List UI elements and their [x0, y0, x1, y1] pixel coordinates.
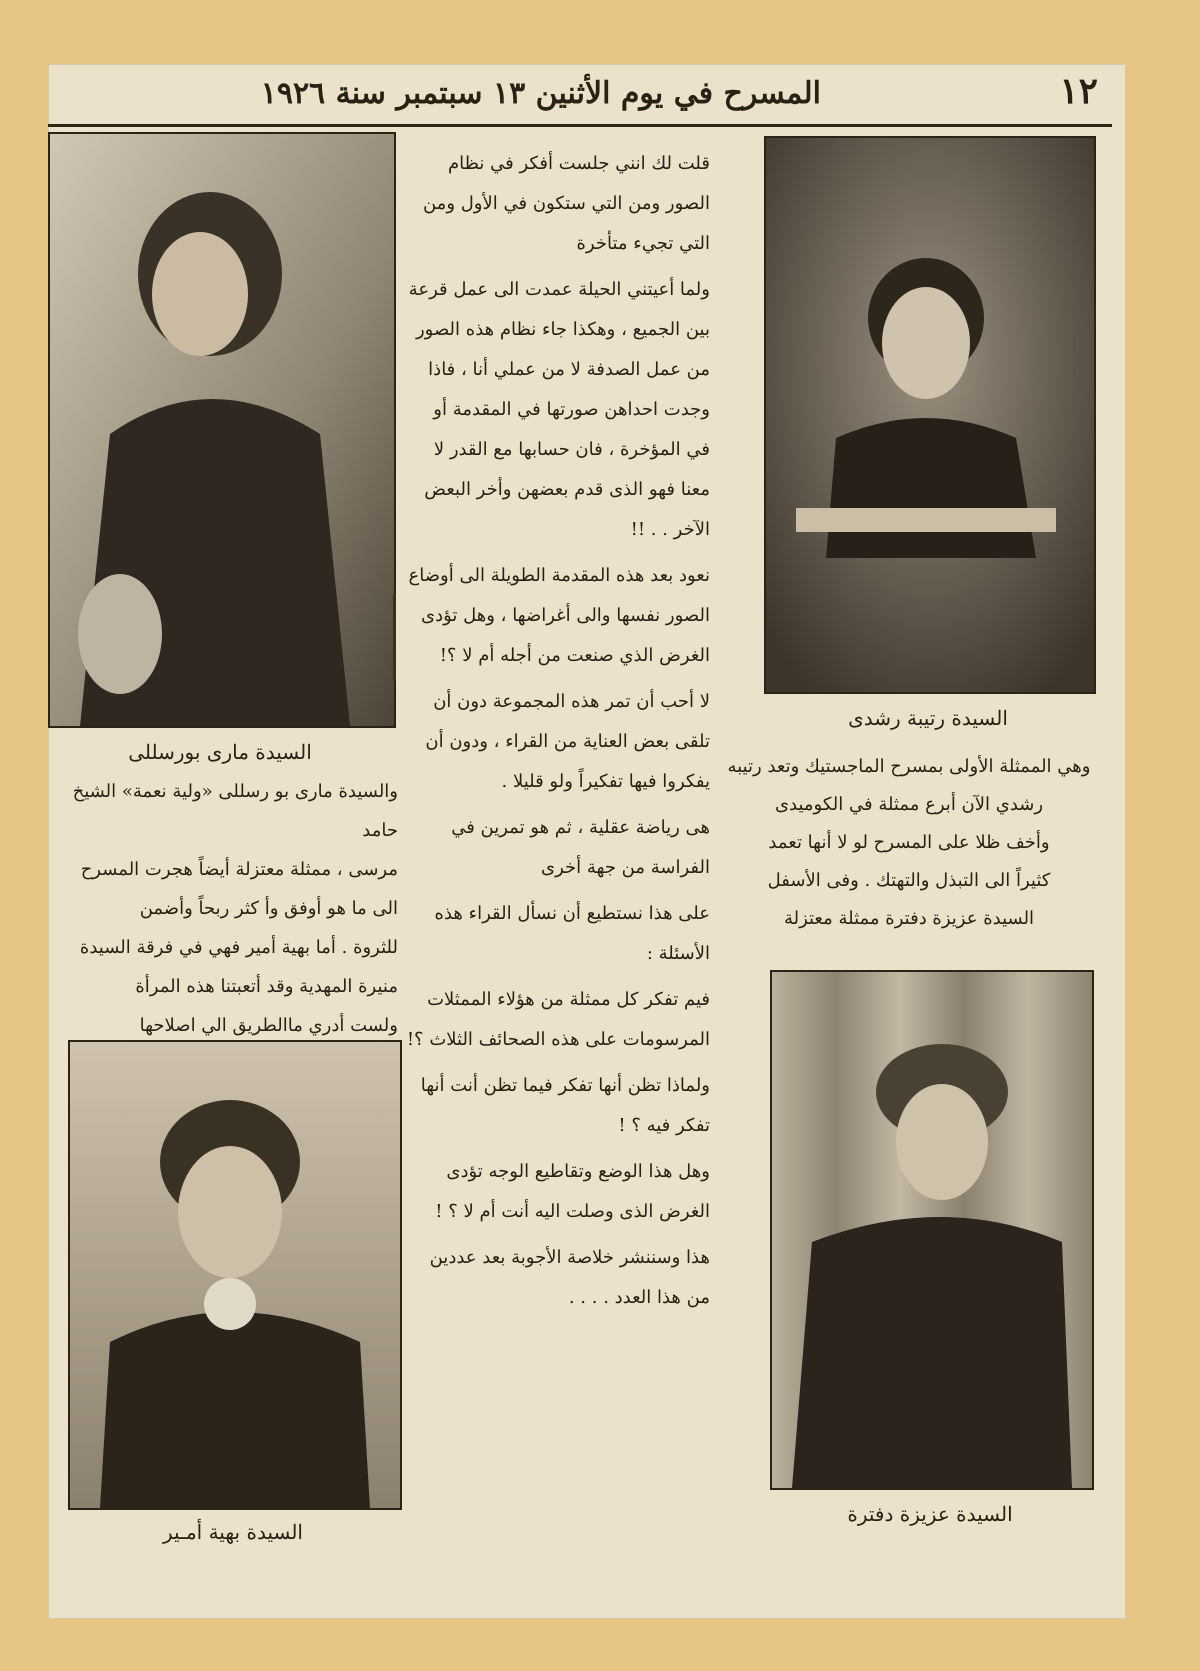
- left-text-line: والسيدة مارى بو رسللى «ولية نعمة» الشيخ حامد: [72, 781, 398, 841]
- portrait-bahiga-image: [70, 1042, 400, 1508]
- article-paragraph: على هذا نستطيع أن نسأل القراء هذه الأسئلة :: [434, 903, 710, 964]
- left-text-line: منيرة المهدية وقد أتعبتنا هذه المرأة: [135, 976, 398, 997]
- article-paragraph: قلت لك انني جلست أفكر في نظام الصور ومن التي ستكون في الأول ومن التي تجيء متأخرة: [422, 153, 710, 254]
- right-text-line: رشدي الآن أبرع ممثلة في الكوميدى: [774, 794, 1044, 815]
- article-paragraph: هى رياضة عقلية ، ثم هو تمرين في الفراسة من جهة أخرى: [451, 817, 710, 878]
- article-paragraph: ولماذا تظن أنها تفكر فيما تظن أنت أنها تفكر فيه ؟ !: [420, 1075, 710, 1136]
- portrait-mary-image: [50, 134, 394, 726]
- article-paragraph: لا أحب أن تمر هذه المجموعة دون أن تلقى بعض العناية من القراء ، ودون أن يفكروا فيها تفكيراً ولو قليلا .: [425, 691, 710, 792]
- right-text-line: وأخف ظلا على المسرح لو لا أنها تعمد: [768, 832, 1050, 853]
- article-paragraph: ولما أعيتني الحيلة عمدت الى عمل قرعة بين الجميع ، وهكذا جاء نظام هذه الصور من عمل الصدفة لا من عملي أنا ، فاذا وجدت احداهن صورتها في المقدمة أو في المؤخرة ، فان حسابها مع القدر لا معنا فهو الذى قدم بعضهن وأخر البعض الآخر . . !!: [408, 279, 710, 540]
- right-text-line: كثيراً الى التبذل والتهتك . وفى الأسفل: [767, 870, 1051, 891]
- photo-bahiga-amir: [68, 1040, 402, 1510]
- page-header: [48, 64, 1126, 126]
- article-paragraph: نعود بعد هذه المقدمة الطويلة الى أوضاع الصور نفسها والى أغراضها ، وهل تؤدى الغرض الذي صنعت من أجله أم لا ؟!: [408, 565, 710, 666]
- middle-column-article: [406, 144, 710, 1324]
- header-rule: [48, 124, 1112, 127]
- article-paragraph: وهل هذا الوضع وتقاطيع الوجه تؤدى الغرض الذى وصلت اليه أنت أم لا ؟ !: [435, 1161, 710, 1222]
- photo-ratiba-rushdi: [764, 136, 1096, 694]
- portrait-aziza-image: [772, 972, 1092, 1488]
- article-paragraph: فيم تفكر كل ممثلة من هؤلاء الممثلات المرسومات على هذه الصحائف الثلاث ؟!: [406, 989, 710, 1050]
- caption-mary: السيدة مارى بورسللى: [128, 740, 312, 764]
- photo-mary-bursalli: [48, 132, 396, 728]
- left-text-line: للثروة . أما بهية أمير فهي في فرقة السيدة: [79, 937, 398, 958]
- caption-bahiga: السيدة بهية أمـير: [163, 1520, 303, 1544]
- left-text-line: ولست أدري ماالطريق الي اصلاحها: [139, 1015, 398, 1036]
- newspaper-page: [48, 64, 1126, 1619]
- article-paragraph: هذا وسننشر خلاصة الأجوبة بعد عددين من هذا العدد . . . .: [429, 1247, 710, 1308]
- running-title: المسرح في يوم الأثنين ١٣ سبتمبر سنة ١٩٢٦: [260, 76, 821, 111]
- left-column-text: [48, 772, 398, 1045]
- right-text-line: السيدة عزيزة دفترة ممثلة معتزلة: [783, 908, 1035, 929]
- right-text-line: وهي الممثلة الأولى بمسرح الماجستيك وتعد رتيبه: [727, 756, 1091, 777]
- right-column-text: [724, 748, 1094, 938]
- left-text-line: مرسى ، ممثلة معتزلة أيضاً هجرت المسرح: [80, 859, 398, 880]
- caption-ratiba: السيدة رتيبة رشدى: [848, 706, 1008, 730]
- caption-aziza: السيدة عزيزة دفترة: [847, 1502, 1013, 1526]
- photo-aziza-daftara: [770, 970, 1094, 1490]
- page-number: ١٢: [1059, 70, 1098, 112]
- column-rule-mark: [393, 594, 396, 680]
- left-text-line: الى ما هو أوفق وأ كثر ربحاً وأضمن: [139, 898, 398, 919]
- portrait-ratiba-image: [766, 138, 1094, 692]
